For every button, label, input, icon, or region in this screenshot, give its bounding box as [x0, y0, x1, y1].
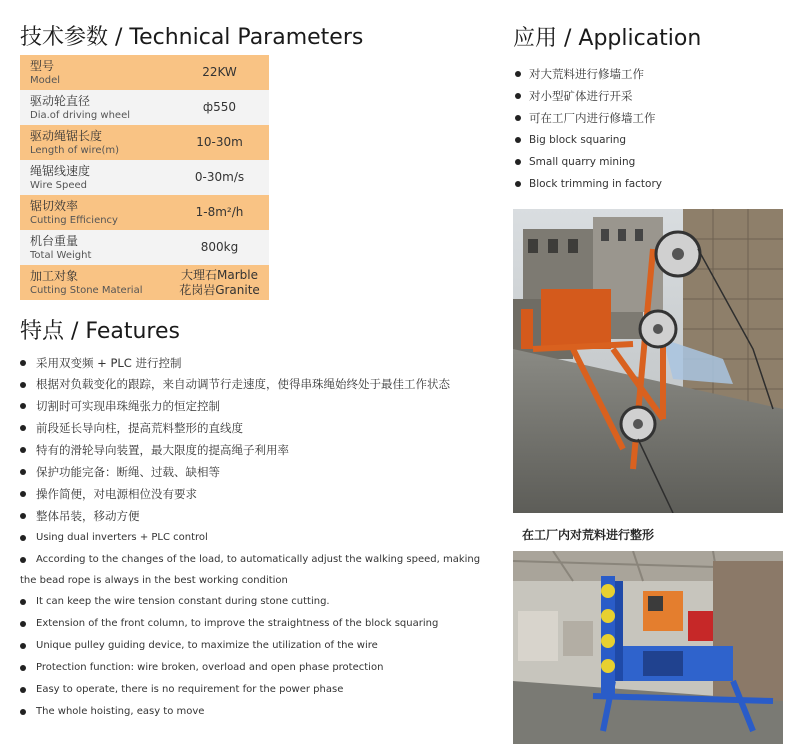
param-value	[170, 195, 269, 230]
bullet-icon	[20, 425, 26, 431]
bullet-icon	[20, 382, 26, 388]
feature-item	[20, 591, 490, 613]
bullet-icon	[20, 469, 26, 475]
application-heading: 应用 / Application	[513, 26, 702, 51]
bullet-icon	[20, 599, 26, 605]
param-row	[20, 55, 269, 90]
application-text: Small quarry mining	[529, 156, 636, 168]
feature-text: 前段延长导向柱，提高荒料整形的直线度	[36, 421, 243, 435]
applications-list	[513, 63, 793, 195]
param-name-cn: 加工对象	[30, 268, 79, 283]
feature-item	[20, 505, 490, 527]
feature-text: It can keep the wire tension constant during stone cutting.	[36, 596, 330, 607]
param-name	[20, 55, 170, 90]
param-value-line: 22KW	[202, 65, 237, 79]
feature-text: 整体吊装，移动方便	[36, 509, 140, 523]
feature-text: Easy to operate, there is no requirement for the power phase	[36, 684, 344, 695]
param-name-en: Dia.of driving wheel	[30, 109, 130, 121]
bullet-icon	[20, 535, 26, 541]
param-name-en: Total Weight	[30, 249, 92, 261]
application-text: Block trimming in factory	[529, 178, 663, 190]
bullet-icon	[20, 360, 26, 366]
param-name	[20, 90, 170, 125]
feature-item	[20, 461, 490, 483]
feature-item	[20, 417, 490, 439]
bullet-icon	[515, 115, 521, 121]
feature-text: Extension of the front column, to improve the straightness of the block squaring	[36, 618, 439, 629]
param-name-en: Cutting Stone Material	[30, 284, 143, 296]
param-name	[20, 160, 170, 195]
param-value-line: 10-30m	[196, 135, 243, 149]
bullet-icon	[20, 709, 26, 715]
factory-machine-photo	[513, 551, 783, 744]
feature-text: 根据对负载变化的跟踪，来自动调节行走速度，使得串珠绳始终处于最佳工作状态	[36, 377, 450, 391]
feature-text: Unique pulley guiding device, to maximize the utilization of the wire	[36, 640, 378, 651]
bullet-icon	[20, 491, 26, 497]
param-value	[170, 125, 269, 160]
feature-item	[20, 439, 490, 461]
technical-parameters-table	[20, 55, 269, 300]
param-value-line: 花岗岩Granite	[179, 282, 260, 297]
feature-item	[20, 657, 490, 679]
application-item	[513, 129, 793, 151]
param-name-cn: 型号	[30, 58, 55, 73]
feature-text: The whole hoisting, easy to move	[36, 706, 205, 717]
feature-text: 操作简便，对电源相位没有要求	[36, 487, 197, 501]
feature-text: 采用双变频 + PLC 进行控制	[36, 356, 182, 370]
bullet-icon	[20, 557, 26, 563]
application-text: Big block squaring	[529, 134, 627, 146]
param-row	[20, 90, 269, 125]
feature-text: Protection function: wire broken, overload and open phase protection	[36, 662, 384, 673]
param-name-cn: 驱动绳锯长度	[30, 128, 103, 143]
application-item	[513, 85, 793, 107]
features-list	[20, 352, 490, 723]
param-value-line: 大理石Marble	[181, 267, 258, 282]
quarry-machine-photo	[513, 209, 783, 513]
application-item	[513, 63, 793, 85]
param-name	[20, 265, 170, 300]
param-value	[170, 90, 269, 125]
application-text: 对小型矿体进行开采	[529, 89, 633, 103]
param-name-en: Cutting Efficiency	[30, 214, 118, 226]
feature-item	[20, 701, 490, 723]
param-row	[20, 125, 269, 160]
feature-item	[20, 352, 490, 374]
param-name	[20, 125, 170, 160]
param-name-cn: 绳锯线速度	[30, 163, 91, 178]
param-name	[20, 195, 170, 230]
feature-text: 保护功能完备：断绳、过载、缺相等	[36, 465, 220, 479]
feature-text: 切割时可实现串珠绳张力的恒定控制	[36, 399, 220, 413]
bullet-icon	[20, 665, 26, 671]
bullet-icon	[20, 513, 26, 519]
feature-item	[20, 483, 490, 505]
bullet-icon	[515, 181, 521, 187]
bullet-icon	[515, 93, 521, 99]
param-value	[170, 265, 269, 300]
param-value-line: 1-8m²/h	[195, 205, 244, 219]
param-value	[170, 160, 269, 195]
application-text: 可在工厂内进行修墙工作	[529, 111, 656, 125]
photo-caption: 在工厂内对荒料进行整形	[522, 528, 655, 542]
param-value	[170, 230, 269, 265]
param-row	[20, 230, 269, 265]
feature-item	[20, 549, 490, 591]
technical-parameters-heading: 技术参数 / Technical Parameters	[20, 25, 364, 50]
param-name-en: Model	[30, 74, 61, 86]
feature-item	[20, 679, 490, 701]
param-value-line: 0-30m/s	[194, 170, 245, 184]
bullet-icon	[515, 159, 521, 165]
bullet-icon	[20, 621, 26, 627]
param-value	[170, 55, 269, 90]
param-name-cn: 锯切效率	[30, 198, 79, 213]
param-value-line: 800kg	[200, 240, 239, 254]
feature-text: According to the changes of the load, to automatically adjust the walking speed, making the bead rope is always in the best working condition	[20, 554, 481, 586]
param-name	[20, 230, 170, 265]
param-name-en: Length of wire(m)	[30, 144, 120, 156]
bullet-icon	[515, 137, 521, 143]
feature-item	[20, 395, 490, 417]
feature-item	[20, 635, 490, 657]
feature-item	[20, 374, 490, 395]
bullet-icon	[515, 71, 521, 77]
bullet-icon	[20, 447, 26, 453]
param-name-cn: 驱动轮直径	[30, 93, 91, 108]
application-item	[513, 107, 793, 129]
bullet-icon	[20, 687, 26, 693]
application-item	[513, 151, 793, 173]
feature-text: Using dual inverters + PLC control	[36, 532, 208, 543]
param-row	[20, 195, 269, 230]
feature-item	[20, 527, 490, 549]
param-row	[20, 265, 269, 300]
bullet-icon	[20, 643, 26, 649]
features-heading: 特点 / Features	[20, 319, 180, 344]
bullet-icon	[20, 403, 26, 409]
param-row	[20, 160, 269, 195]
feature-text: 特有的滑轮导向装置，最大限度的提高绳子利用率	[36, 443, 289, 457]
param-name-cn: 机台重量	[30, 233, 79, 248]
application-text: 对大荒料进行修墙工作	[529, 67, 644, 81]
param-value-line: ф550	[202, 100, 237, 114]
application-item	[513, 173, 793, 195]
feature-item	[20, 613, 490, 635]
param-name-en: Wire Speed	[30, 179, 88, 191]
